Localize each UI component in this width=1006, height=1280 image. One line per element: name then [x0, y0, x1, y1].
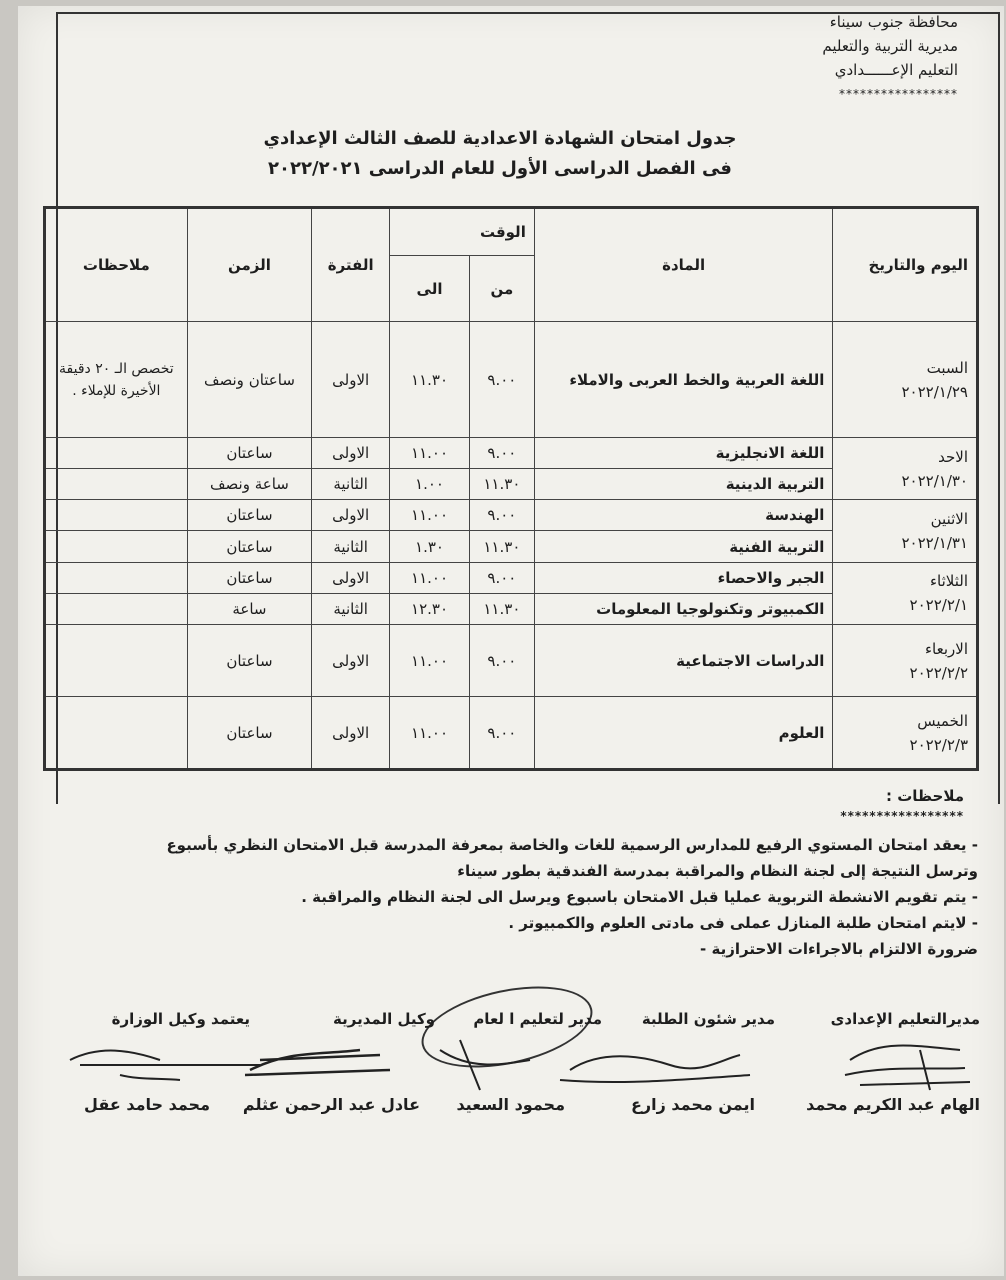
day-cell: الاثنين ٢٠٢٢/١/٣١	[833, 500, 978, 562]
period-cell: الاولى	[312, 438, 390, 469]
signature-title: مدير لتعليم ا لعام	[473, 1010, 602, 1028]
from-cell: ٩.٠٠	[469, 624, 534, 697]
subject-cell: اللغة الانجليزية	[534, 438, 833, 469]
to-cell: ١١.٠٠	[390, 438, 470, 469]
day-cell: الاربعاء ٢٠٢٢/٢/٢	[833, 624, 978, 697]
from-cell: ٩.٠٠	[469, 438, 534, 469]
to-cell: ١١.٠٠	[390, 697, 470, 770]
note-cell	[45, 531, 188, 562]
header-stars: *****************	[839, 87, 958, 101]
period-cell: الاولى	[312, 697, 390, 770]
subject-cell: اللغة العربية والخط العربى والاملاء	[534, 322, 833, 438]
period-cell: الثانية	[312, 469, 390, 500]
duration-cell: ساعتان ونصف	[187, 322, 312, 438]
signature-name: محمود السعيد	[456, 1095, 565, 1114]
period-cell: الثانية	[312, 531, 390, 562]
signature-name: ايمن محمد زارع	[631, 1095, 755, 1114]
day-cell: الثلاثاء ٢٠٢٢/٢/١	[833, 562, 978, 624]
duration-cell: ساعتان	[187, 531, 312, 562]
subject-cell: الهندسة	[534, 500, 833, 531]
header-governorate: محافظة جنوب سيناء	[829, 13, 958, 31]
exam-schedule-table	[43, 206, 979, 771]
note-item: - يتم تقويم الانشطة التربوية عمليا قبل الامتحان باسبوع ويرسل الى لجنة النظام والمراقبة .	[301, 888, 978, 906]
header-period: الفترة	[312, 208, 390, 322]
to-cell: ١.٠٠	[390, 469, 470, 500]
signature-names	[60, 1095, 980, 1125]
period-cell: الثانية	[312, 593, 390, 624]
note-cell: تخصص الـ ٢٠ دقيقة الأخيرة للإملاء .	[45, 322, 188, 438]
document-title: جدول امتحان الشهادة الاعدادية للصف الثالث الإعدادي	[263, 128, 737, 149]
note-cell	[45, 438, 188, 469]
table-row	[45, 624, 978, 697]
from-cell: ٩.٠٠	[469, 562, 534, 593]
subject-cell: الكمبيوتر وتكنولوجيا المعلومات	[534, 593, 833, 624]
handwritten-signatures	[60, 1030, 980, 1100]
to-cell: ١١.٠٠	[390, 562, 470, 593]
signature-name: عادل عبد الرحمن عثلم	[242, 1095, 420, 1114]
duration-cell: ساعتان	[187, 438, 312, 469]
duration-cell: ساعتان	[187, 697, 312, 770]
subject-cell: التربية الفنية	[534, 531, 833, 562]
signature-mark	[560, 1055, 750, 1082]
note-cell	[45, 697, 188, 770]
signature-title: مدير شئون الطلبة	[641, 1010, 775, 1028]
period-cell: الاولى	[312, 624, 390, 697]
table-row	[45, 562, 978, 593]
to-cell: ١١.٠٠	[390, 624, 470, 697]
header-subject: المادة	[534, 208, 833, 322]
duration-cell: ساعتان	[187, 624, 312, 697]
header-notes: ملاحظات	[45, 208, 188, 322]
note-item: - لايتم امتحان طلبة المنازل عملى فى مادتى العلوم والكمبيوتر .	[508, 914, 978, 932]
subject-cell: الدراسات الاجتماعية	[534, 624, 833, 697]
note-item: ضرورة الالتزام بالاجراءات الاحترازية -	[700, 940, 978, 958]
duration-cell: ساعة ونصف	[187, 469, 312, 500]
note-item: وترسل النتيجة إلى لجنة النظام والمراقبة بمدرسة الفندقية بطور سيناء	[457, 862, 978, 880]
table-row	[45, 697, 978, 770]
notes-heading: ملاحظات :	[885, 787, 964, 805]
period-cell: الاولى	[312, 500, 390, 531]
header-time: الوقت	[390, 208, 535, 256]
signature-name: الهام عبد الكريم محمد	[806, 1095, 980, 1114]
note-item: - يعقد امتحان المستوي الرفيع للمدارس الرسمية للغات والخاصة بمعرفة المدرسة قبل الامتحان النظري بأسبوع	[166, 836, 978, 854]
from-cell: ٩.٠٠	[469, 500, 534, 531]
subject-cell: التربية الدينية	[534, 469, 833, 500]
from-cell: ١١.٣٠	[469, 469, 534, 500]
to-cell: ١١.٠٠	[390, 500, 470, 531]
note-cell	[45, 500, 188, 531]
signature-mark	[845, 1046, 970, 1090]
day-cell: الاحد ٢٠٢٢/١/٣٠	[833, 438, 978, 500]
to-cell: ١١.٣٠	[390, 322, 470, 438]
day-cell: السبت ٢٠٢٢/١/٢٩	[833, 322, 978, 438]
period-cell: الاولى	[312, 322, 390, 438]
signature-mark	[440, 1040, 530, 1090]
from-cell: ٩.٠٠	[469, 322, 534, 438]
ministry-header	[738, 10, 958, 106]
note-cell	[45, 624, 188, 697]
notes-heading-block	[764, 786, 964, 826]
signature-title: وكيل المديرية	[333, 1010, 435, 1028]
day-cell: الخميس ٢٠٢٢/٢/٣	[833, 697, 978, 770]
notes-stars: *****************	[840, 809, 964, 823]
duration-cell: ساعتان	[187, 562, 312, 593]
note-cell	[45, 562, 188, 593]
subject-cell: العلوم	[534, 697, 833, 770]
signature-name: محمد حامد عقل	[84, 1095, 210, 1114]
table-row	[45, 500, 978, 531]
signature-mark	[245, 1050, 390, 1075]
header-from: من	[469, 256, 534, 322]
header-duration: الزمن	[187, 208, 312, 322]
to-cell: ١.٣٠	[390, 531, 470, 562]
from-cell: ١١.٣٠	[469, 593, 534, 624]
signature-mark	[70, 1051, 260, 1080]
from-cell: ١١.٣٠	[469, 531, 534, 562]
from-cell: ٩.٠٠	[469, 697, 534, 770]
to-cell: ١٢.٣٠	[390, 593, 470, 624]
signature-title: يعتمد وكيل الوزارة	[111, 1010, 250, 1028]
note-cell	[45, 469, 188, 500]
signature-title: مديرالتعليم الإعدادى	[830, 1010, 980, 1028]
header-directorate: مديرية التربية والتعليم	[822, 37, 958, 55]
document-subtitle: فى الفصل الدراسى الأول للعام الدراسى ٢٠٢٢/٢٠٢١	[268, 158, 732, 179]
duration-cell: ساعتان	[187, 500, 312, 531]
duration-cell: ساعة	[187, 593, 312, 624]
header-department: التعليم الإعــــــدادي	[834, 61, 958, 79]
header-day-date: اليوم والتاريخ	[833, 208, 978, 322]
subject-cell: الجبر والاحصاء	[534, 562, 833, 593]
header-to: الى	[390, 256, 470, 322]
note-cell	[45, 593, 188, 624]
table-row	[45, 322, 978, 438]
notes-list	[78, 832, 978, 962]
table-row	[45, 438, 978, 469]
period-cell: الاولى	[312, 562, 390, 593]
